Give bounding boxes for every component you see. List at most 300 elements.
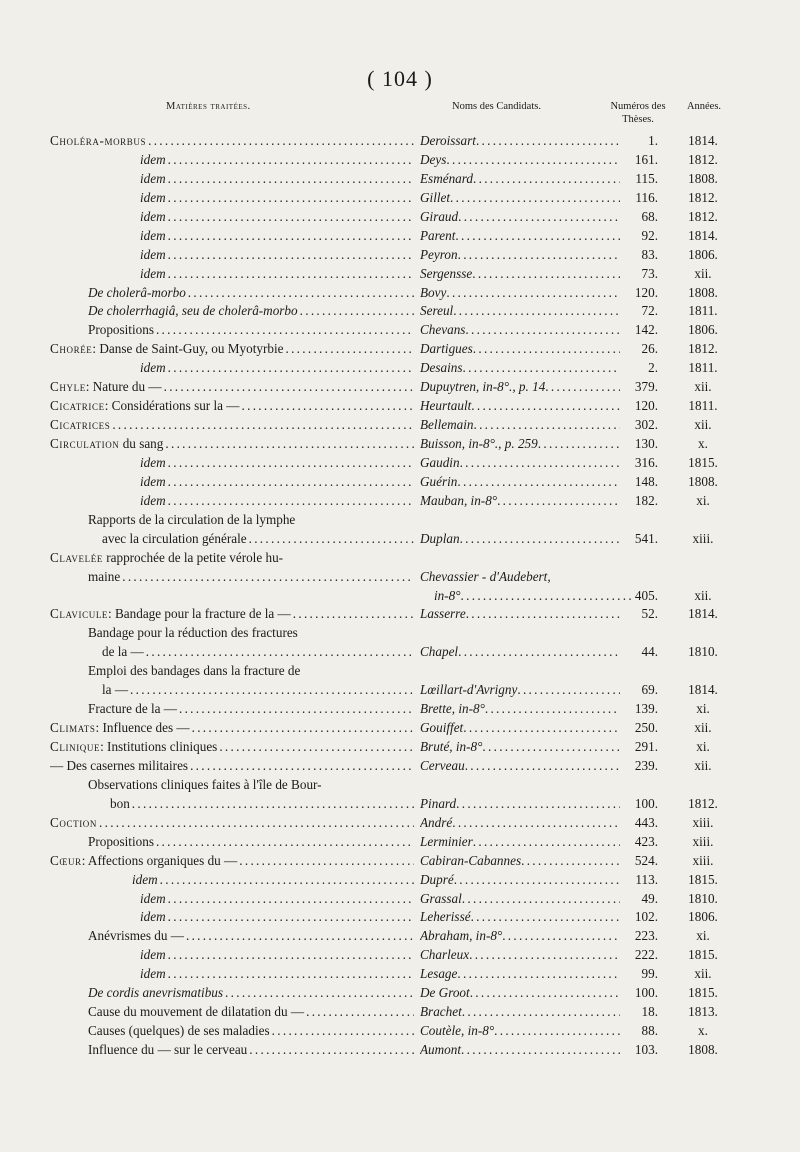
subject-text: Propositions xyxy=(88,833,154,849)
candidate-name: Giraud xyxy=(420,208,459,224)
thesis-year: 1808. xyxy=(688,473,718,489)
candidate-name: Coutèle, in-8° xyxy=(420,1023,495,1039)
candidate-cell xyxy=(420,473,620,492)
index-row xyxy=(0,700,800,719)
thesis-number: 18. xyxy=(641,1004,658,1020)
subject-cell xyxy=(50,473,414,492)
candidate-name: Sergensse xyxy=(420,265,473,281)
subject-cell xyxy=(50,132,414,151)
candidate-cell xyxy=(420,1003,620,1022)
thesis-number: 88. xyxy=(641,1023,658,1039)
candidate-cell xyxy=(420,643,620,662)
subject-cell xyxy=(50,416,414,435)
candidate-cell xyxy=(420,965,620,984)
candidate-cell xyxy=(420,208,620,227)
index-row xyxy=(0,908,800,927)
index-row xyxy=(0,965,800,984)
candidate-name: Lœillart-d'Avrigny xyxy=(420,682,518,698)
subject-text: idem xyxy=(132,871,158,887)
candidate-cell xyxy=(420,719,620,738)
subject-text: : Institutions cliniques xyxy=(100,739,218,754)
candidate-cell xyxy=(420,284,620,303)
candidate-cell xyxy=(420,151,620,170)
thesis-number: 223. xyxy=(634,928,658,944)
thesis-number: 103. xyxy=(634,1042,658,1057)
thesis-year: xi. xyxy=(696,492,710,508)
subject-cell xyxy=(50,189,414,208)
subject-text: Emploi des bandages dans la fracture de xyxy=(88,663,301,679)
header-annees: Années. xyxy=(686,101,722,112)
thesis-number: 302. xyxy=(634,417,658,433)
candidate-name: in-8° xyxy=(434,587,461,603)
thesis-year: xi. xyxy=(696,701,710,717)
candidate-cell xyxy=(420,568,620,587)
candidate-cell xyxy=(420,189,620,208)
subject-cell xyxy=(50,719,414,738)
candidate-cell xyxy=(420,397,620,416)
candidate-cell xyxy=(420,227,620,246)
thesis-year: 1808. xyxy=(688,284,718,300)
index-row xyxy=(0,473,800,492)
subject-text: idem xyxy=(140,473,166,489)
subject-cell xyxy=(50,1041,414,1060)
candidate-cell xyxy=(420,530,620,549)
candidate-name: Parent xyxy=(420,227,456,243)
thesis-number: 100. xyxy=(634,985,658,1001)
candidate-cell xyxy=(420,1022,620,1041)
subject-cell xyxy=(50,246,414,265)
candidate-name: Peyron xyxy=(420,246,458,262)
subject-cell xyxy=(50,340,414,359)
index-row xyxy=(0,189,800,208)
candidate-cell xyxy=(420,265,620,284)
subject-text: Anévrismes du — xyxy=(88,928,184,944)
subject-text: idem xyxy=(140,265,166,281)
subject-text: idem xyxy=(140,246,166,262)
subject-cell xyxy=(50,605,414,624)
subject-cell xyxy=(50,738,414,757)
thesis-year: 1806. xyxy=(688,322,718,338)
thesis-number: 120. xyxy=(634,398,658,414)
subject-heading: Clinique xyxy=(50,739,101,754)
candidate-cell xyxy=(420,871,620,890)
index-row xyxy=(0,132,800,151)
thesis-year: xii. xyxy=(694,265,712,281)
subject-cell xyxy=(50,492,414,511)
candidate-cell xyxy=(420,927,620,946)
subject-text: De cholerâ-morbo xyxy=(88,284,186,300)
subject-text: : Bandage pour la fracture de la — xyxy=(108,606,291,622)
candidate-cell xyxy=(420,946,620,965)
candidate-cell xyxy=(420,795,620,814)
index-row xyxy=(0,624,800,643)
candidate-cell xyxy=(420,1041,620,1060)
thesis-number: 92. xyxy=(641,227,658,243)
subject-cell xyxy=(50,984,414,1003)
subject-text: idem xyxy=(140,227,166,243)
thesis-number: 83. xyxy=(641,246,658,262)
index-row xyxy=(0,776,800,795)
thesis-year: 1808. xyxy=(688,1042,718,1057)
candidate-cell xyxy=(420,738,620,757)
subject-text: bon xyxy=(110,795,130,811)
subject-text: idem xyxy=(140,170,166,186)
thesis-number: 102. xyxy=(634,909,658,925)
thesis-year: 1812. xyxy=(688,341,718,357)
subject-cell xyxy=(50,1003,414,1022)
index-row xyxy=(0,340,800,359)
thesis-year: 1811. xyxy=(688,303,718,319)
thesis-year: xi. xyxy=(696,928,710,944)
index-row xyxy=(0,549,800,568)
header-numeros: Numéros des Thèses. xyxy=(610,101,666,125)
index-row xyxy=(0,681,800,700)
thesis-number: 316. xyxy=(634,454,658,470)
subject-cell xyxy=(50,795,414,814)
subject-cell xyxy=(50,1022,414,1041)
thesis-number: 99. xyxy=(641,966,658,982)
thesis-year: 1808. xyxy=(688,170,718,186)
index-row xyxy=(0,284,800,303)
subject-cell xyxy=(50,624,414,643)
page-number: ( 104 ) xyxy=(367,66,433,91)
thesis-year: xiii. xyxy=(692,814,714,830)
candidate-cell xyxy=(420,170,620,189)
subject-heading: Chyle xyxy=(50,379,86,395)
subject-text: : Considérations sur la — xyxy=(104,398,240,414)
thesis-number: 222. xyxy=(634,947,658,963)
candidate-cell xyxy=(420,757,620,776)
thesis-year: xii. xyxy=(694,379,712,395)
subject-cell xyxy=(50,833,414,852)
thesis-number: 69. xyxy=(641,682,658,698)
index-row xyxy=(0,605,800,624)
subject-text: idem xyxy=(140,360,166,376)
subject-cell xyxy=(50,643,414,662)
candidate-name: Dartigues xyxy=(420,341,473,357)
subject-text: idem xyxy=(140,208,166,224)
thesis-year: xii. xyxy=(694,720,712,736)
index-row xyxy=(0,852,800,871)
subject-cell xyxy=(50,397,414,416)
candidate-name: Chapel xyxy=(420,644,459,660)
subject-cell xyxy=(50,170,414,189)
thesis-year: 1812. xyxy=(688,208,718,224)
candidate-name: Aumont xyxy=(420,1042,462,1057)
subject-text: Observations cliniques faites à l'île de Bour- xyxy=(88,776,322,792)
candidate-name: Brachet xyxy=(420,1004,462,1020)
subject-cell xyxy=(50,852,414,871)
candidate-name: Cabiran-Cabannes xyxy=(420,852,522,868)
candidate-name: André xyxy=(420,814,453,830)
candidate-name: Sereul xyxy=(420,303,454,319)
thesis-year: 1815. xyxy=(688,871,718,887)
candidate-cell xyxy=(420,416,620,435)
subject-cell xyxy=(50,530,414,549)
index-row xyxy=(0,1022,800,1041)
subject-text: Rapports de la circulation de la lymphe xyxy=(88,511,296,527)
candidate-name: Chevassier - d'Audebert, xyxy=(420,568,551,584)
candidate-name: Buisson, in-8°., p. 259 xyxy=(420,436,538,451)
thesis-number: 73. xyxy=(641,265,658,281)
thesis-year: xii. xyxy=(694,757,712,773)
subject-cell xyxy=(50,321,414,340)
thesis-year: 1815. xyxy=(688,454,718,470)
candidate-name: Lasserre xyxy=(420,606,466,622)
thesis-year: 1812. xyxy=(688,151,718,167)
subject-cell xyxy=(50,378,414,397)
thesis-number: 68. xyxy=(641,208,658,224)
index-row xyxy=(0,359,800,378)
subject-text: la — xyxy=(102,682,129,698)
subject-heading: Coction xyxy=(50,814,97,830)
subject-text: idem xyxy=(140,966,166,982)
candidate-cell xyxy=(420,681,620,700)
subject-cell xyxy=(50,265,414,284)
thesis-number: 423. xyxy=(634,833,658,849)
thesis-year: 1806. xyxy=(688,246,718,262)
subject-text: : Affections organiques du — xyxy=(81,852,238,868)
subject-text: De cordis anevrismatibus xyxy=(88,985,224,1001)
candidate-name: Dupuytren, in-8°., p. 14 xyxy=(420,379,546,395)
candidate-name: Cerveau xyxy=(420,757,465,773)
thesis-number: 116. xyxy=(635,189,658,205)
index-row xyxy=(0,1041,800,1060)
thesis-year: x. xyxy=(698,1023,708,1039)
thesis-number: 139. xyxy=(634,701,658,717)
index-row xyxy=(0,265,800,284)
thesis-year: x. xyxy=(698,436,708,451)
thesis-number: 1. xyxy=(648,133,658,148)
candidate-cell xyxy=(420,492,620,511)
subject-text: Bandage pour la réduction des fractures xyxy=(88,625,298,641)
thesis-year: xiii. xyxy=(692,833,714,849)
candidate-cell xyxy=(420,984,620,1003)
subject-cell xyxy=(50,511,414,530)
thesis-number: 161. xyxy=(634,151,658,167)
candidate-cell xyxy=(420,378,620,397)
thesis-year: xiii. xyxy=(692,852,714,868)
candidate-name: Lerminier xyxy=(420,833,473,849)
candidate-cell xyxy=(420,833,620,852)
index-row xyxy=(0,378,800,397)
thesis-year: 1812. xyxy=(688,189,718,205)
subject-heading: Choléra-morbus xyxy=(50,133,147,148)
subject-cell xyxy=(50,776,414,795)
thesis-year: 1812. xyxy=(688,795,718,811)
subject-cell xyxy=(50,549,414,568)
thesis-number: 100. xyxy=(634,795,658,811)
subject-text: Fracture de la — xyxy=(88,701,177,717)
index-row xyxy=(0,492,800,511)
thesis-number: 239. xyxy=(634,757,658,773)
subject-cell xyxy=(50,359,414,378)
index-row xyxy=(0,321,800,340)
index-row xyxy=(0,511,800,530)
candidate-name: Esménard xyxy=(420,170,473,186)
subject-cell xyxy=(50,454,414,473)
thesis-year: 1810. xyxy=(688,644,718,660)
subject-cell xyxy=(50,302,414,321)
thesis-year: 1814. xyxy=(688,133,718,148)
thesis-number: 44. xyxy=(641,644,658,660)
candidate-cell xyxy=(420,814,620,833)
candidate-cell xyxy=(420,246,620,265)
thesis-year: 1814. xyxy=(688,227,718,243)
candidate-name: Dupré xyxy=(420,871,454,887)
thesis-year: 1814. xyxy=(688,682,718,698)
subject-cell xyxy=(50,814,414,833)
candidate-name: Heurtault xyxy=(420,398,472,414)
candidate-name: Pinard xyxy=(420,795,457,811)
thesis-number: 113. xyxy=(635,871,658,887)
index-row xyxy=(0,927,800,946)
index-row xyxy=(0,302,800,321)
candidate-cell xyxy=(420,321,620,340)
subject-heading: Climats xyxy=(50,720,96,736)
index-row xyxy=(0,890,800,909)
subject-cell xyxy=(50,965,414,984)
candidate-name: Charleux xyxy=(420,947,470,963)
candidate-name: Lesage xyxy=(420,966,458,982)
index-row xyxy=(0,227,800,246)
index-row xyxy=(0,946,800,965)
candidate-cell xyxy=(420,132,620,151)
subject-cell xyxy=(50,890,414,909)
subject-text: idem xyxy=(140,492,166,508)
header-candidats: Noms des Candidats. xyxy=(452,101,541,112)
index-row xyxy=(0,208,800,227)
subject-text: idem xyxy=(140,947,166,963)
subject-heading: Clavelée xyxy=(50,549,103,565)
thesis-year: xii. xyxy=(694,587,712,603)
subject-cell xyxy=(50,927,414,946)
thesis-number: 182. xyxy=(634,492,658,508)
index-row xyxy=(0,871,800,890)
subject-cell xyxy=(50,700,414,719)
thesis-number: 142. xyxy=(634,322,658,338)
index-row xyxy=(0,643,800,662)
subject-cell xyxy=(50,208,414,227)
subject-text: — Des casernes militaires xyxy=(50,757,189,773)
candidate-cell xyxy=(420,302,620,321)
candidate-cell xyxy=(420,852,620,871)
candidate-name: Bovy xyxy=(420,284,447,300)
candidate-name: Gillet xyxy=(420,189,451,205)
subject-cell xyxy=(50,757,414,776)
subject-text: idem xyxy=(140,909,166,925)
subject-text: idem xyxy=(140,151,166,167)
subject-text: : Nature du — xyxy=(85,379,162,395)
thesis-year: 1813. xyxy=(688,1004,718,1020)
index-row xyxy=(0,397,800,416)
index-row xyxy=(0,246,800,265)
subject-text: idem xyxy=(140,890,166,906)
candidate-name: Abraham, in-8° xyxy=(420,928,503,944)
thesis-number: 115. xyxy=(635,170,658,186)
subject-text: : Influence des — xyxy=(95,720,190,736)
thesis-year: 1806. xyxy=(688,909,718,925)
index-row xyxy=(0,984,800,1003)
index-row xyxy=(0,814,800,833)
subject-heading: Cœur xyxy=(50,852,82,868)
index-row xyxy=(0,416,800,435)
candidate-cell xyxy=(420,359,620,378)
thesis-number: 130. xyxy=(634,436,658,451)
subject-text: idem xyxy=(140,189,166,205)
index-table xyxy=(0,132,800,1060)
candidate-cell xyxy=(420,340,620,359)
index-row xyxy=(0,1003,800,1022)
index-row xyxy=(0,587,800,606)
thesis-number: 2. xyxy=(648,360,658,376)
thesis-number: 49. xyxy=(641,890,658,906)
thesis-number: 26. xyxy=(641,341,658,357)
candidate-name: Desains xyxy=(420,360,463,376)
thesis-number: 120. xyxy=(634,284,658,300)
thesis-number: 52. xyxy=(641,606,658,622)
thesis-number: 148. xyxy=(634,473,658,489)
thesis-year: 1815. xyxy=(688,985,718,1001)
header-matieres: Matières traitées. xyxy=(166,101,251,112)
candidate-name: Guérin xyxy=(420,473,458,489)
subject-text: De cholerrhagiâ, seu de cholerâ-morbo xyxy=(88,303,298,319)
candidate-name: Deys xyxy=(420,151,447,167)
index-row xyxy=(0,170,800,189)
thesis-year: 1810. xyxy=(688,890,718,906)
thesis-year: 1811. xyxy=(688,398,718,414)
subject-cell xyxy=(50,871,414,890)
subject-text: Causes (quelques) de ses maladies xyxy=(88,1023,270,1039)
candidate-cell xyxy=(420,605,620,624)
thesis-number: 541. xyxy=(634,530,658,546)
subject-cell xyxy=(50,662,414,681)
index-row xyxy=(0,568,800,587)
candidate-name: Duplan xyxy=(420,530,460,546)
subject-text: Influence du — sur le cerveau xyxy=(88,1042,248,1057)
thesis-year: 1811. xyxy=(688,360,718,376)
candidate-name: Bruté, in-8° xyxy=(420,739,483,754)
subject-cell xyxy=(50,908,414,927)
candidate-name: Gouiffet xyxy=(420,720,464,736)
candidate-cell xyxy=(420,890,620,909)
subject-text: : Danse de Saint-Guy, ou Myotyrbie xyxy=(92,341,284,357)
thesis-year: xi. xyxy=(696,739,710,754)
thesis-number: 379. xyxy=(634,379,658,395)
index-row xyxy=(0,454,800,473)
candidate-name: Mauban, in-8° xyxy=(420,492,498,508)
subject-heading: Clavicule xyxy=(50,606,109,622)
subject-cell xyxy=(50,681,414,700)
candidate-name: Deroissart xyxy=(420,133,476,148)
subject-cell xyxy=(50,946,414,965)
subject-cell xyxy=(50,435,414,454)
index-row xyxy=(0,662,800,681)
candidate-cell xyxy=(420,435,620,454)
index-row xyxy=(0,833,800,852)
subject-cell xyxy=(50,568,414,587)
subject-heading: Chorée xyxy=(50,341,93,357)
candidate-name: De Groot xyxy=(420,985,470,1001)
subject-text: Propositions xyxy=(88,322,154,338)
thesis-year: 1814. xyxy=(688,606,718,622)
index-row xyxy=(0,151,800,170)
thesis-year: xiii. xyxy=(692,530,714,546)
subject-text: avec la circulation générale xyxy=(102,530,247,546)
index-row xyxy=(0,738,800,757)
candidate-name: Bellemain xyxy=(420,417,474,433)
subject-text: idem xyxy=(140,454,166,470)
